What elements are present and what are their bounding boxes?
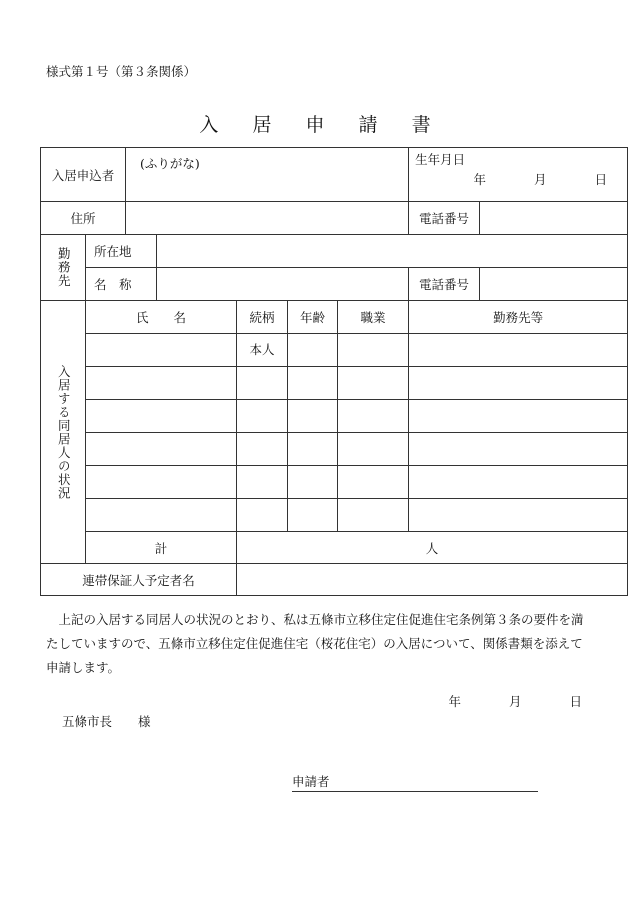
resident-name-cell[interactable] xyxy=(86,334,237,367)
resident-occupation-cell[interactable] xyxy=(338,400,409,433)
phone-field[interactable] xyxy=(480,202,628,235)
resident-workplace-cell[interactable] xyxy=(409,433,628,466)
total-unit: 人 xyxy=(425,540,439,556)
header-age: 年齢 xyxy=(288,301,338,334)
date-month-label: 月 xyxy=(508,694,522,709)
workplace-name-field[interactable] xyxy=(157,268,409,301)
address-field[interactable] xyxy=(126,202,409,235)
applicant-label: 申請者 xyxy=(292,774,330,789)
guarantor-field[interactable] xyxy=(237,564,628,596)
date-day-label: 日 xyxy=(569,694,582,709)
resident-occupation-cell[interactable] xyxy=(338,466,409,499)
address-label: 住所 xyxy=(41,202,126,235)
addressee xyxy=(62,712,151,730)
birthdate-label: 生年月日 xyxy=(415,152,466,167)
header-occupation: 職業 xyxy=(338,301,409,334)
workplace-name-row xyxy=(41,268,628,301)
resident-workplace-cell[interactable] xyxy=(409,499,628,532)
resident-age-cell[interactable] xyxy=(288,466,338,499)
resident-name-cell[interactable] xyxy=(86,499,237,532)
table-row xyxy=(41,433,628,466)
applicant-row xyxy=(41,148,628,202)
workplace-phone-label: 電話番号 xyxy=(409,268,480,301)
workplace-name-label: 名 称 xyxy=(86,268,157,301)
address-row xyxy=(41,202,628,235)
resident-age-cell[interactable] xyxy=(288,433,338,466)
guarantor-label: 連帯保証人予定者名 xyxy=(41,564,237,596)
workplace-label: 勤務先 xyxy=(41,235,86,301)
resident-workplace-cell[interactable] xyxy=(409,367,628,400)
application-date xyxy=(448,692,582,710)
total-row xyxy=(41,532,628,564)
name-field[interactable] xyxy=(126,148,409,202)
total-field[interactable] xyxy=(237,532,628,564)
table-row xyxy=(41,400,628,433)
workplace-location-label: 所在地 xyxy=(86,235,157,268)
resident-workplace-cell[interactable] xyxy=(409,400,628,433)
birth-day-label: 日 xyxy=(594,172,608,187)
addressee-honorific: 様 xyxy=(138,714,151,729)
document-title: 入 居 申 請 書 xyxy=(199,114,445,136)
resident-age-cell[interactable] xyxy=(288,499,338,532)
resident-age-cell[interactable] xyxy=(288,400,338,433)
resident-occupation-cell[interactable] xyxy=(338,334,409,367)
applicant-label: 入居申込者 xyxy=(41,148,126,202)
residents-label: 入居する同居人の状況 xyxy=(41,301,86,564)
resident-age-cell[interactable] xyxy=(288,367,338,400)
resident-workplace-cell[interactable] xyxy=(409,334,628,367)
table-row xyxy=(41,466,628,499)
table-row xyxy=(41,367,628,400)
resident-relation-cell[interactable] xyxy=(237,367,288,400)
addressee-name: 五條市長 xyxy=(62,714,113,729)
date-year-label: 年 xyxy=(448,694,461,709)
resident-age-cell[interactable] xyxy=(288,334,338,367)
header-name: 氏 名 xyxy=(86,301,237,334)
resident-relation-cell[interactable]: 本人 xyxy=(237,334,288,367)
resident-occupation-cell[interactable] xyxy=(338,499,409,532)
declaration-text: 上記の入居する同居人の状況のとおり、私は五條市立移住定住促進住宅条例第３条の要件を満たしていますので、五條市立移住定住促進住宅（桜花住宅）の入居について、関係書類を添えて申請します。 xyxy=(46,612,584,675)
application-table xyxy=(40,147,628,596)
workplace-location-field[interactable] xyxy=(157,235,628,268)
resident-relation-cell[interactable] xyxy=(237,400,288,433)
resident-relation-cell[interactable] xyxy=(237,499,288,532)
phone-label: 電話番号 xyxy=(409,202,480,235)
workplace-location-row xyxy=(41,235,628,268)
residents-header-row xyxy=(41,301,628,334)
form-number: 様式第１号（第３条関係） xyxy=(46,64,197,79)
resident-occupation-cell[interactable] xyxy=(338,367,409,400)
applicant-signature-line[interactable] xyxy=(292,772,538,792)
birthdate-field[interactable] xyxy=(409,148,628,202)
guarantor-row xyxy=(41,564,628,596)
resident-occupation-cell[interactable] xyxy=(338,433,409,466)
resident-workplace-cell[interactable] xyxy=(409,466,628,499)
resident-name-cell[interactable] xyxy=(86,367,237,400)
header-relation: 続柄 xyxy=(237,301,288,334)
workplace-phone-field[interactable] xyxy=(480,268,628,301)
birth-year-label: 年 xyxy=(473,172,487,187)
furigana-label: (ふりがな) xyxy=(140,156,200,171)
table-row xyxy=(41,334,628,367)
header-workplace: 勤務先等 xyxy=(409,301,628,334)
resident-relation-cell[interactable] xyxy=(237,466,288,499)
total-label: 計 xyxy=(86,532,237,564)
resident-name-cell[interactable] xyxy=(86,400,237,433)
birth-month-label: 月 xyxy=(534,172,547,187)
resident-relation-cell[interactable] xyxy=(237,433,288,466)
resident-name-cell[interactable] xyxy=(86,466,237,499)
resident-name-cell[interactable] xyxy=(86,433,237,466)
table-row xyxy=(41,499,628,532)
